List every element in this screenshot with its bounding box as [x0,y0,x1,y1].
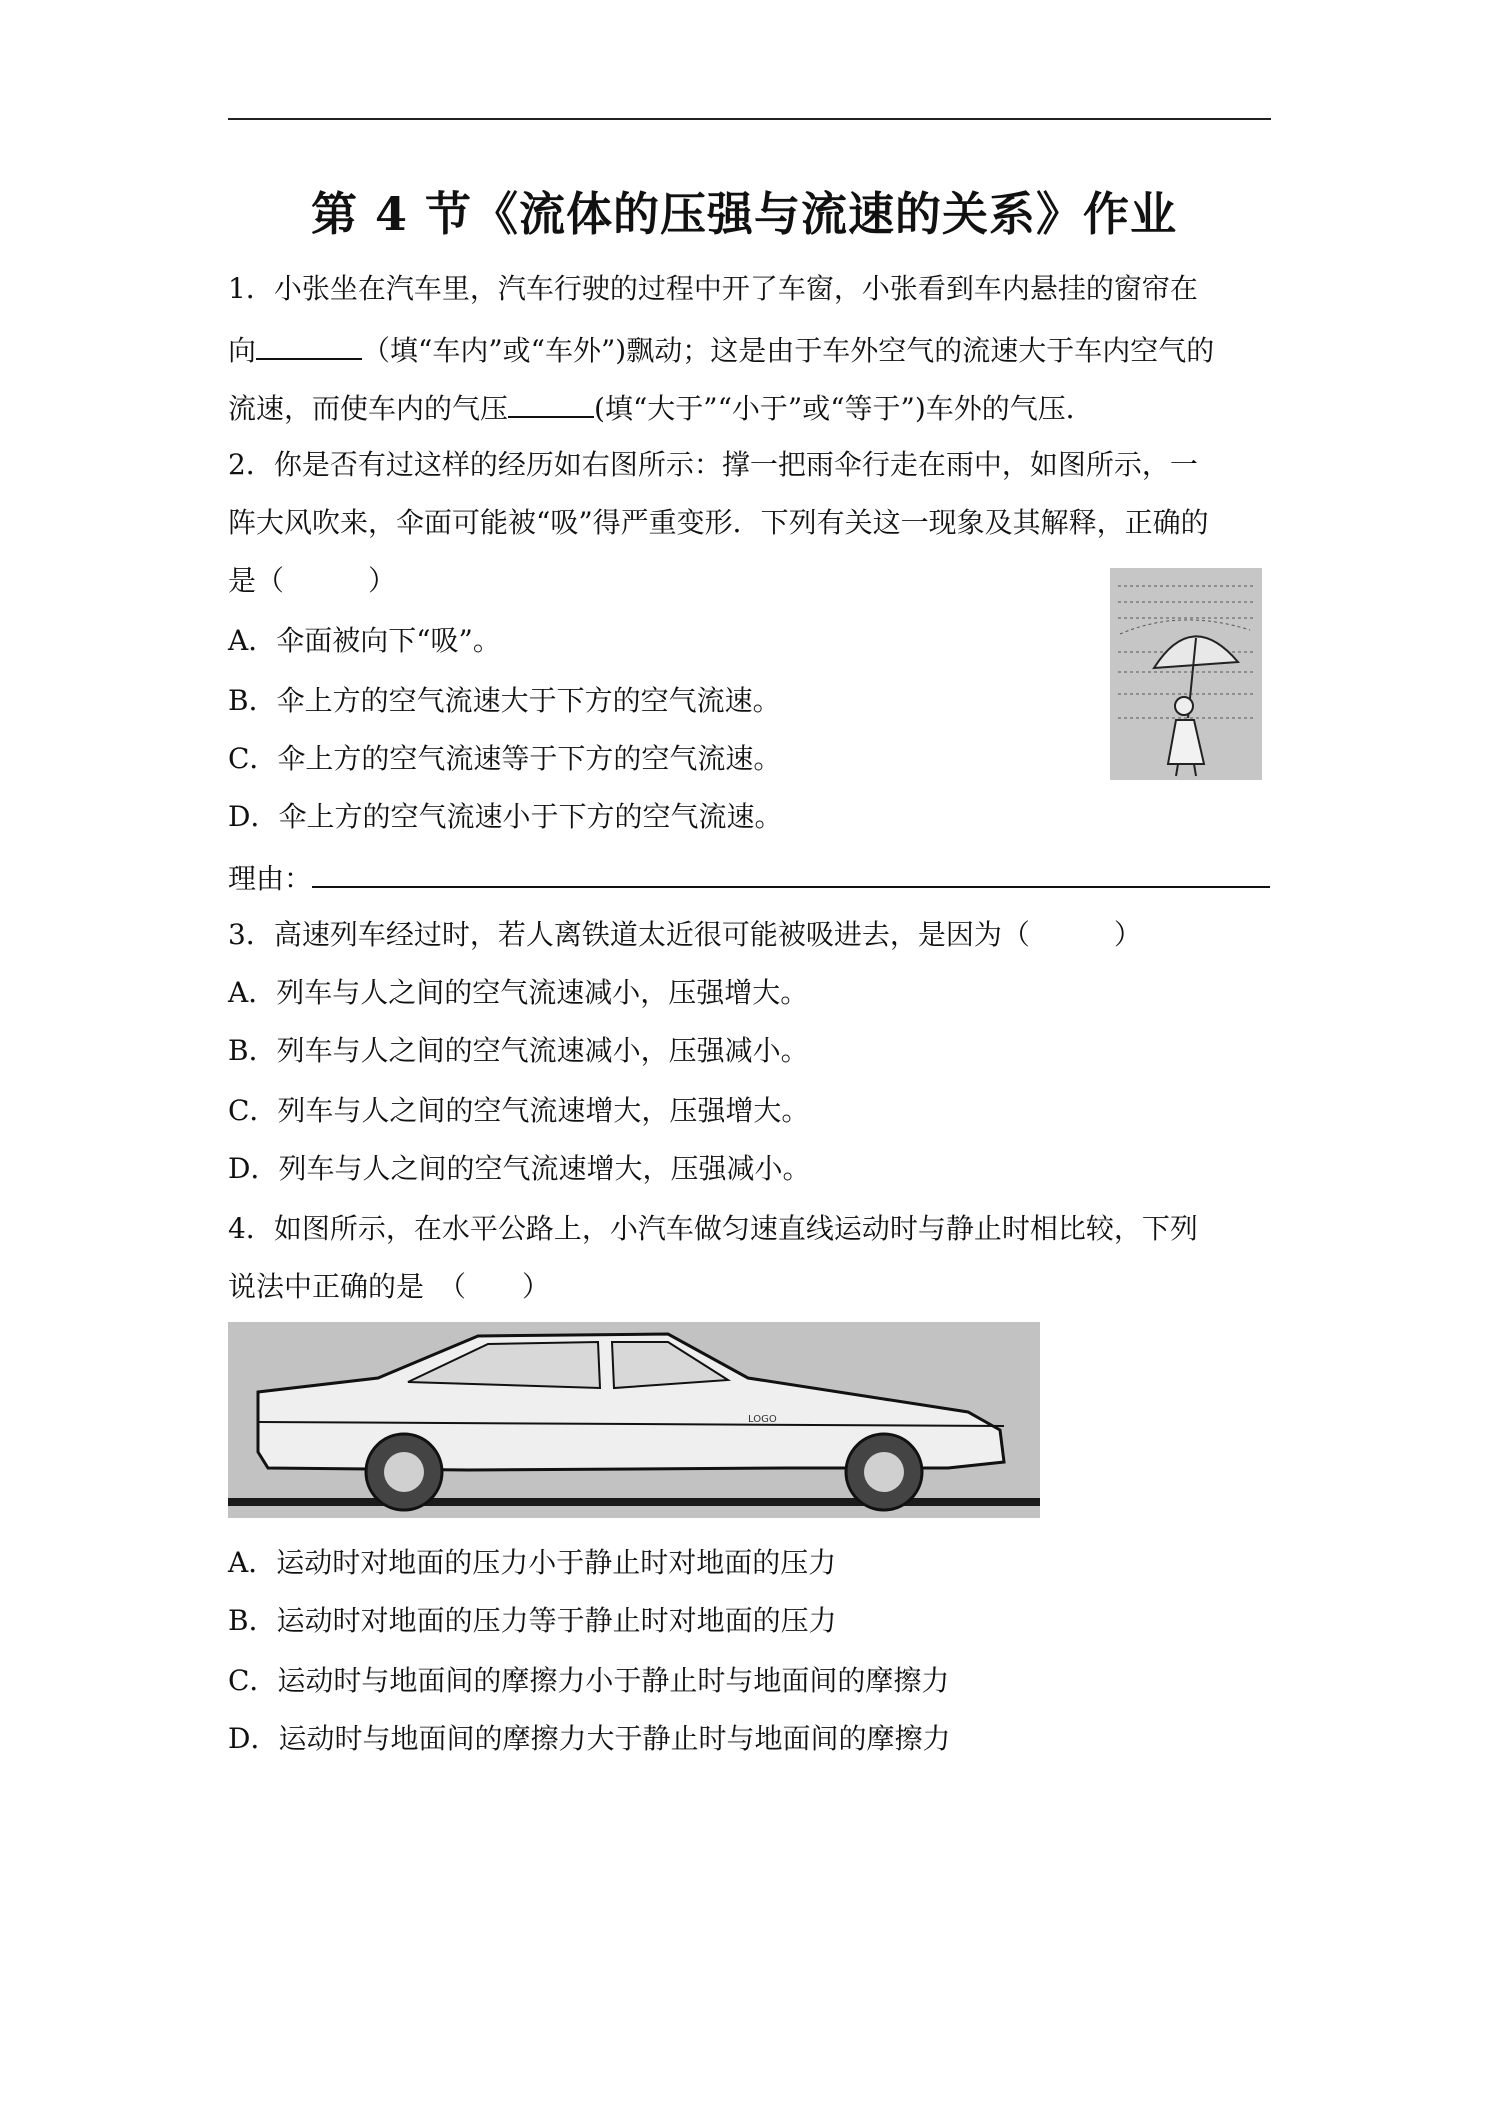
q4-option-d: D．运动时与地面间的摩擦力大于静止时与地面间的摩擦力 [228,1722,951,1755]
q3-option-d: D．列车与人之间的空气流速增大，压强减小。 [228,1152,811,1185]
q2-line-1: 2．你是否有过这样的经历如右图所示：撑一把雨伞行走在雨中，如图所示，一 [228,448,1198,481]
q2-option-b: B．伞上方的空气流速大于下方的空气流速。 [228,684,781,717]
q3-option-b: B．列车与人之间的空气流速减小，压强减小。 [228,1034,809,1067]
q2-reason-blank[interactable] [312,858,1270,888]
q4-option-b: B．运动时对地面的压力等于静止时对地面的压力 [228,1604,837,1637]
q4-line-2: 说法中正确的是 （ ） [228,1270,551,1303]
q1-line-3-start: 流速，而使车内的气压 [228,392,509,425]
page-title: 第 4 节《流体的压强与流速的关系》作业 [310,187,1178,241]
q1-line-3 [228,388,1094,426]
q1-blank-1[interactable] [256,330,362,360]
q2-reason-label: 理由： [228,862,313,895]
q3-stem: 3．高速列车经过时，若人离铁道太近很可能被吸进去，是因为（ ） [228,918,1142,951]
q1-line-1: 1．小张坐在汽车里，汽车行驶的过程中开了车窗，小张看到车内悬挂的窗帘在 [228,272,1198,305]
q3-option-a: A．列车与人之间的空气流速减小，压强增大。 [228,976,809,1009]
q1-line-3-end: (填“大于”“小于”或“等于”)车外的气压． [594,392,1094,425]
umbrella-figure [1110,568,1262,780]
q3-option-c: C．列车与人之间的空气流速增大，压强增大。 [228,1094,810,1127]
car-figure [228,1322,1040,1518]
q2-option-a: A．伞面被向下“吸”。 [228,624,501,657]
q2-option-d: D．伞上方的空气流速小于下方的空气流速。 [228,800,783,833]
q2-reason [228,858,1270,896]
q2-line-3: 是（ ） [228,564,397,597]
umbrella-girl-illustration [1110,568,1262,780]
q2-option-c: C．伞上方的空气流速等于下方的空气流速。 [228,742,782,775]
car-logo-text: LOGO [748,1414,777,1425]
q1-line-2-end: （填“车内”或“车外”)飘动；这是由于车外空气的流速大于车内空气的 [362,334,1215,367]
q4-option-a: A．运动时对地面的压力小于静止时对地面的压力 [228,1546,837,1579]
header-rule [228,118,1271,120]
q1-blank-2[interactable] [508,388,594,418]
q4-line-1: 4．如图所示，在水平公路上，小汽车做匀速直线运动时与静止时相比较，下列 [228,1212,1198,1245]
q4-option-c: C．运动时与地面间的摩擦力小于静止时与地面间的摩擦力 [228,1664,950,1697]
q1-line-2-start: 向 [228,334,257,367]
q1-line-2 [228,330,1214,368]
q2-line-2: 阵大风吹来，伞面可能被“吸”得严重变形．下列有关这一现象及其解释，正确的 [228,506,1209,539]
sedan-illustration [228,1322,1040,1518]
